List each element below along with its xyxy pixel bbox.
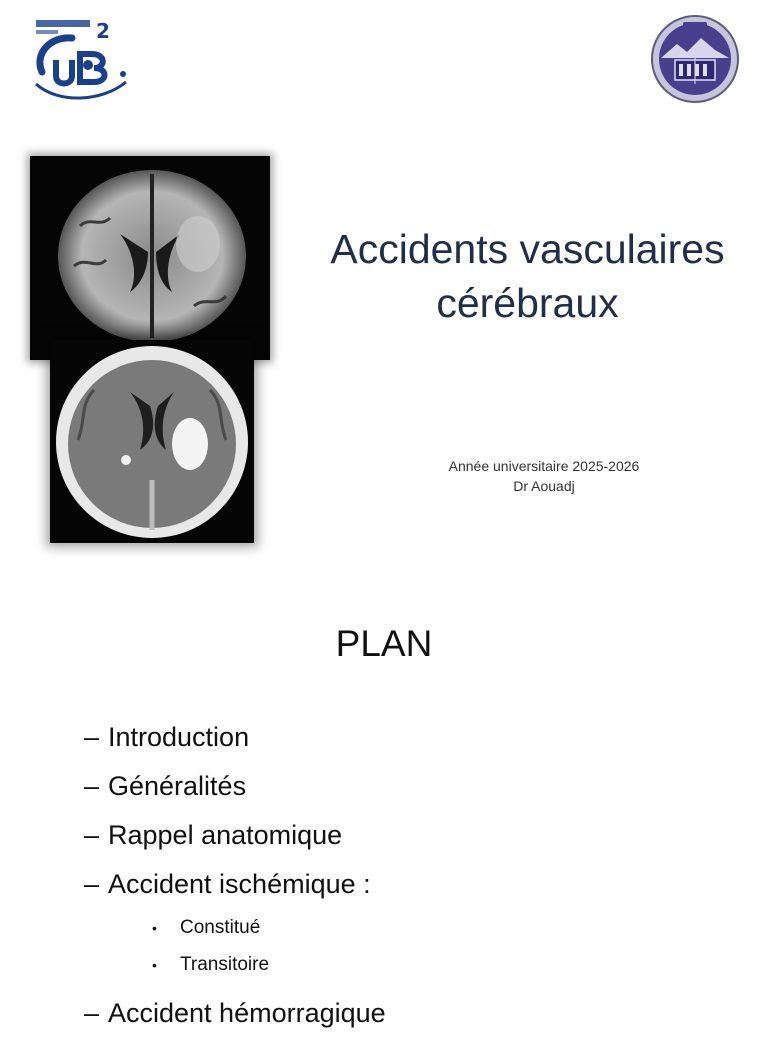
title-line-1: Accidents vasculaires bbox=[330, 226, 725, 272]
dash-marker: – bbox=[84, 771, 100, 801]
dash-marker: – bbox=[84, 998, 100, 1028]
sub-list-item bbox=[152, 909, 386, 946]
sub-item-label: Transitoire bbox=[180, 954, 270, 975]
plan-item-label: Généralités bbox=[108, 771, 247, 801]
presentation-meta bbox=[404, 456, 684, 496]
plan-item-label: Accident ischémique : bbox=[108, 869, 371, 899]
author-name: Dr Aouadj bbox=[513, 478, 575, 494]
bullet-marker: • bbox=[152, 920, 157, 936]
academic-year: Année universitaire 2025-2026 bbox=[448, 458, 640, 474]
dash-marker: – bbox=[84, 722, 100, 752]
plan-item-label: Rappel anatomique bbox=[108, 820, 343, 850]
plan-list bbox=[84, 713, 386, 1038]
title-line-2: cérébraux bbox=[436, 280, 619, 326]
plan-item bbox=[84, 989, 386, 1038]
brain-ct-image bbox=[50, 340, 254, 543]
bullet-marker: • bbox=[152, 957, 157, 973]
plan-item-label: Introduction bbox=[108, 722, 250, 752]
svg-text:2: 2 bbox=[96, 19, 110, 43]
plan-item bbox=[84, 713, 386, 762]
plan-title: PLAN bbox=[335, 623, 433, 664]
plan-item bbox=[84, 811, 386, 860]
plan-sub-section bbox=[84, 909, 386, 989]
sub-list bbox=[84, 909, 386, 989]
faculty-seal bbox=[643, 14, 747, 104]
university-logo bbox=[28, 14, 132, 102]
plan-item bbox=[84, 860, 386, 909]
sub-item-label: Constitué bbox=[180, 917, 261, 938]
presentation-title bbox=[300, 222, 755, 330]
plan-item-label: Accident hémorragique bbox=[108, 998, 386, 1028]
sub-list-item bbox=[152, 946, 386, 983]
plan-slide bbox=[0, 575, 768, 1028]
dash-marker: – bbox=[84, 820, 100, 850]
plan-item bbox=[84, 762, 386, 811]
brain-mri-image bbox=[30, 156, 270, 360]
dash-marker: – bbox=[84, 869, 100, 899]
